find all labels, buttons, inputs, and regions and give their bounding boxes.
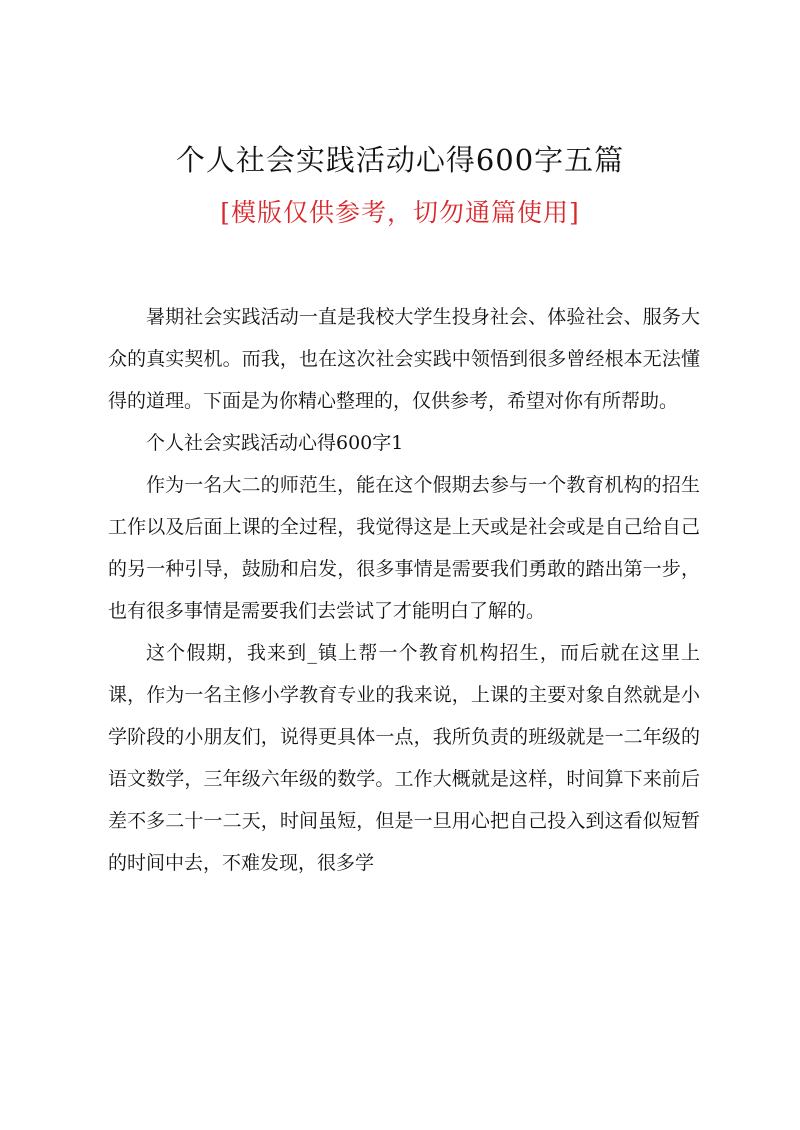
section-heading: 个人社会实践活动心得600字1 (146, 432, 404, 454)
document-subtitle: [模版仅供参考，切勿通篇使用] (220, 198, 580, 227)
document-title: 个人社会实践活动心得600字五篇 (175, 143, 625, 177)
intro-paragraph: 暑期社会实践活动一直是我校大学生投身社会、体验社会、服务大众的真实契机。而我，也在这次社会实践中领悟到很多曾经根本无法懂得的道理。下面是为你精心整理的，仅供参考，希望对你有所帮助。 (108, 306, 700, 412)
document-body (108, 296, 700, 884)
body-paragraph: 这个假期，我来到_镇上帮一个教育机构招生，而后就在这里上课，作为一名主修小学教育专业的我来说，上课的主要对象自然就是小学阶段的小朋友们，说得更具体一点，我所负责的班级就是一二年级的语文数学，三年级六年级的数学。工作大概就是这样，时间算下来前后差不多二十一二天，时间虽短，但是一旦用心把自己投入到这看似短暂的时间中去，不难发现，很多学 (108, 642, 700, 874)
body-paragraph: 作为一名大二的师范生，能在这个假期去参与一个教育机构的招生工作以及后面上课的全过程，我觉得这是上天或是社会或是自己给自己的另一种引导，鼓励和启发，很多事情是需要我们勇敢的踏出第一步，也有很多事情是需要我们去尝试了才能明白了解的。 (108, 474, 700, 622)
